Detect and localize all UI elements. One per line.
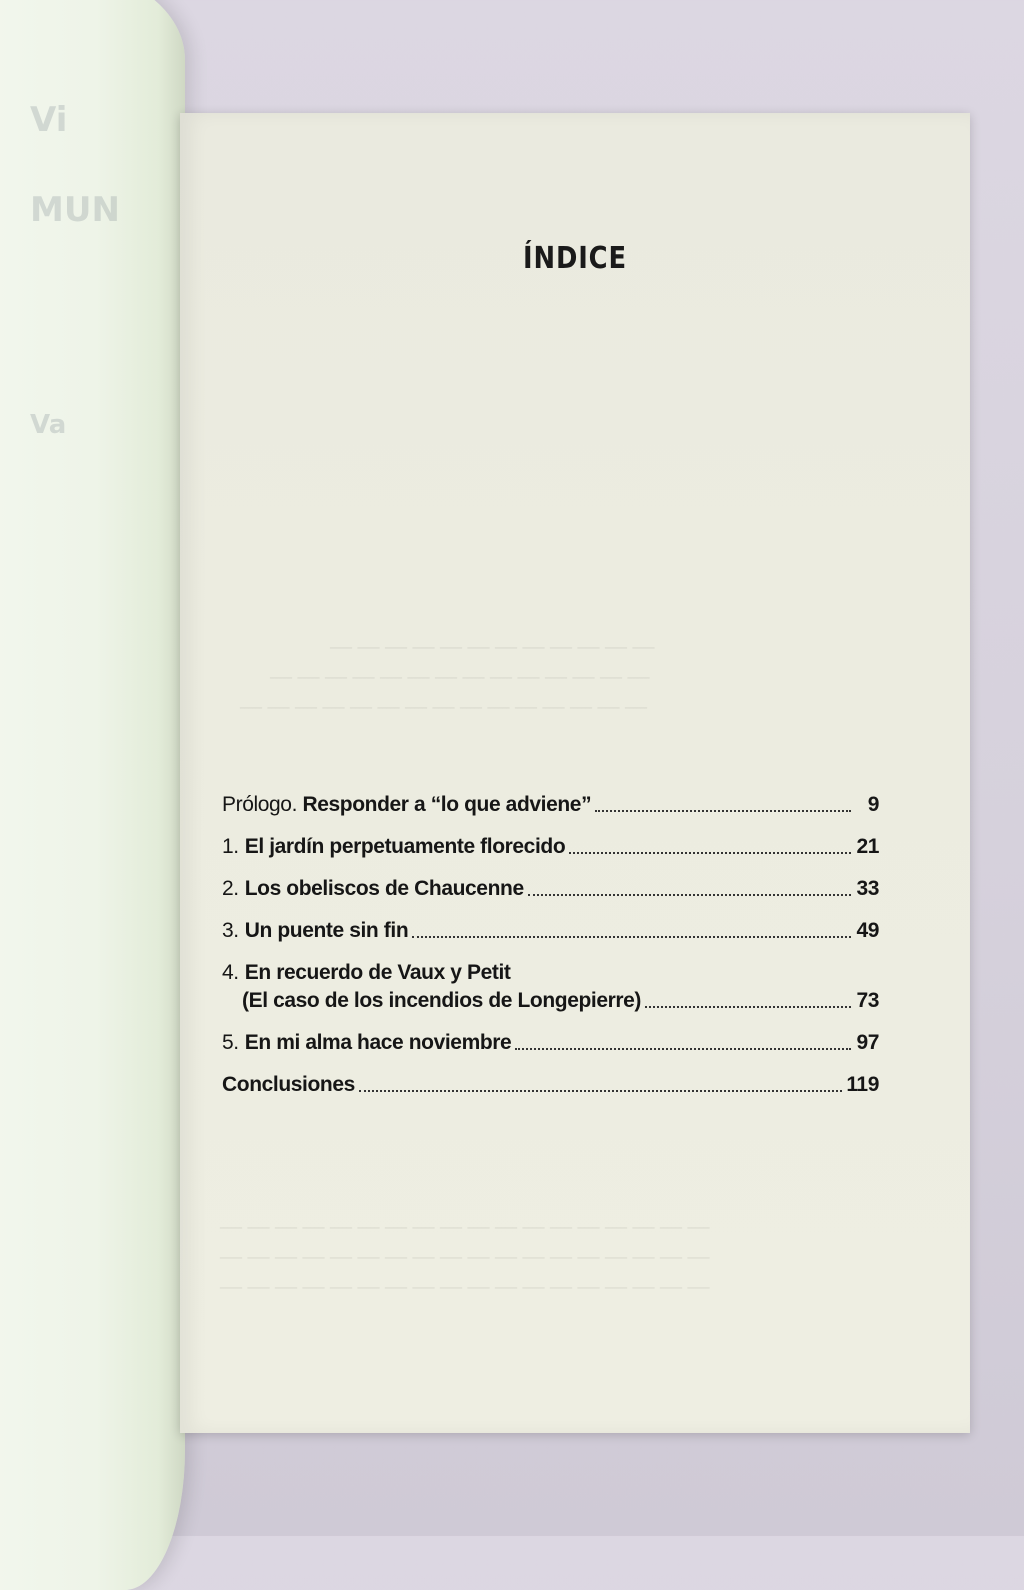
toc-entry-3 bbox=[222, 919, 879, 943]
toc-entry-page: 119 bbox=[846, 1073, 879, 1096]
table-of-contents bbox=[222, 793, 879, 1115]
dot-leader bbox=[645, 1006, 851, 1008]
toc-entry-title: Los obeliscos de Chaucenne bbox=[244, 877, 524, 900]
bleed-through-line: — — — — — — — — — — — — — — — — — — bbox=[220, 1213, 710, 1238]
toc-entry-page: 21 bbox=[856, 835, 879, 858]
toc-entry-page: 97 bbox=[856, 1031, 879, 1054]
toc-entry-5 bbox=[222, 1031, 879, 1055]
toc-entry-page: 49 bbox=[856, 919, 879, 942]
left-page-ghost-text-3: Va bbox=[30, 410, 67, 440]
toc-entry-page: 9 bbox=[867, 793, 879, 816]
toc-entry-4 bbox=[222, 961, 879, 1013]
toc-entry-number: 5. bbox=[222, 1031, 239, 1054]
toc-entry-page: 73 bbox=[856, 989, 879, 1012]
dot-leader bbox=[359, 1090, 842, 1092]
toc-entry-line-1 bbox=[222, 961, 879, 985]
toc-entry-1 bbox=[222, 835, 879, 859]
toc-entry-subtitle: (El caso de los incendios de Longepierre) bbox=[242, 989, 642, 1012]
toc-entry-prefix: Prólogo. bbox=[222, 793, 298, 816]
bleed-through-line: — — — — — — — — — — — — bbox=[330, 633, 655, 658]
toc-entry-number: 3. bbox=[222, 919, 239, 942]
toc-entry-page: 33 bbox=[856, 877, 879, 900]
toc-entry-title: El jardín perpetuamente florecido bbox=[244, 835, 566, 858]
toc-entry-number: 2. bbox=[222, 877, 239, 900]
dot-leader bbox=[569, 852, 851, 854]
toc-entry-line-2 bbox=[222, 989, 879, 1013]
bleed-through-line: — — — — — — — — — — — — — — — — — — bbox=[220, 1243, 710, 1268]
left-page-ghost-text-2: MUN bbox=[30, 190, 120, 230]
toc-entry-number: 4. bbox=[222, 961, 239, 984]
toc-entry-number: 1. bbox=[222, 835, 239, 858]
bleed-through-line: — — — — — — — — — — — — — — — bbox=[240, 693, 647, 718]
dot-leader bbox=[528, 894, 851, 896]
toc-entry-prologue bbox=[222, 793, 879, 817]
page-title: ÍNDICE bbox=[523, 241, 627, 276]
dot-leader bbox=[595, 810, 851, 812]
bleed-through-line: — — — — — — — — — — — — — — bbox=[270, 663, 650, 688]
dot-leader bbox=[515, 1048, 851, 1050]
dot-leader bbox=[412, 936, 851, 938]
toc-entry-title: En recuerdo de Vaux y Petit bbox=[244, 961, 511, 984]
toc-entry-2 bbox=[222, 877, 879, 901]
toc-entry-title: Conclusiones bbox=[222, 1073, 355, 1096]
toc-entry-title: En mi alma hace noviembre bbox=[244, 1031, 512, 1054]
bleed-through-line: — — — — — — — — — — — — — — — — — — bbox=[220, 1273, 710, 1298]
left-page-ghost-text-1: Vi bbox=[30, 100, 68, 140]
toc-entry-title: Responder a “lo que adviene” bbox=[302, 793, 592, 816]
left-page-curl bbox=[0, 0, 185, 1590]
toc-entry-conclusions bbox=[222, 1073, 879, 1097]
toc-entry-title: Un puente sin fin bbox=[244, 919, 409, 942]
index-page bbox=[180, 113, 970, 1433]
